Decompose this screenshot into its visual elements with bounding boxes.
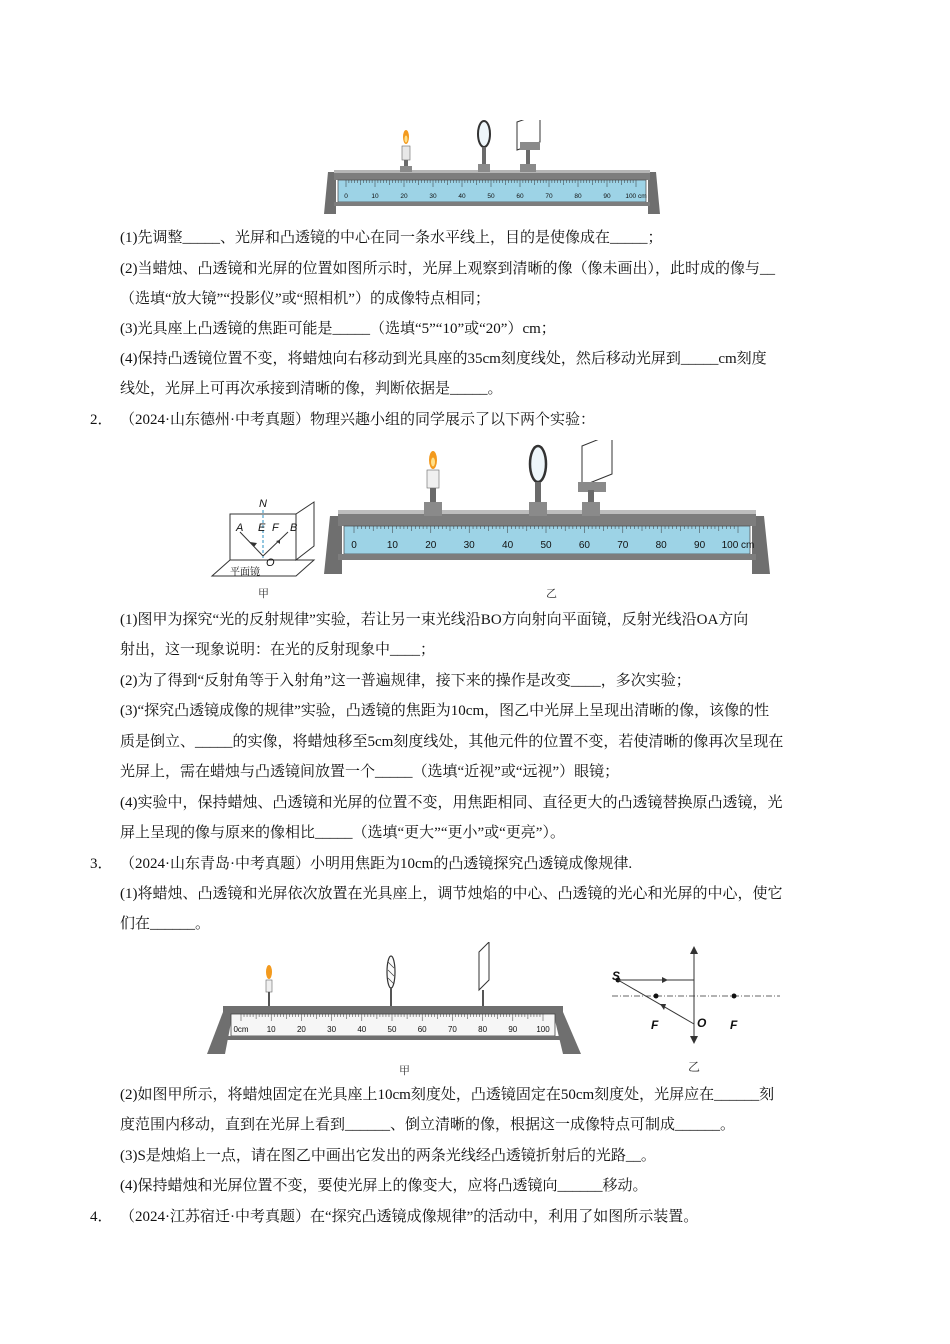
question-number-2: 2． xyxy=(90,412,113,428)
fig1-tick-label: 40 xyxy=(458,193,466,200)
fig2-tick-label: 0 xyxy=(351,540,357,551)
fig1-tick-label: 30 xyxy=(429,193,437,200)
fig1-tick-label: 60 xyxy=(516,193,524,200)
q2-heading: （2024·山东德州·中考真题）物理兴趣小组的同学展示了以下两个实验： xyxy=(120,412,595,428)
label-f2: F xyxy=(730,1018,738,1032)
label-e: E xyxy=(258,522,266,534)
q3-line-5: (3)S是烛焰上一点，请在图乙中画出它发出的两条光线经凸透镜折射后的光路__。 xyxy=(120,1148,656,1164)
candle xyxy=(400,130,412,172)
fig2-tick-label: 10 xyxy=(386,540,398,551)
q1-line-2: (2)当蜡烛、凸透镜和光屏的位置如图所示时，光屏上观察到清晰的像（像未画出），此时成的像与__ xyxy=(120,261,775,277)
q1-line-3: （选填“放大镜”“投影仪”或“照相机”）的成像特点相同； xyxy=(120,291,490,307)
fig1-tick-label: 90 xyxy=(603,193,611,200)
fig1-tick-label: 0 xyxy=(344,193,348,200)
q4-heading: （2024·江苏宿迁·中考真题）在“探究凸透镜成像规律”的活动中，利用了如图所示装置。 xyxy=(120,1209,699,1225)
fig2-tick-label: 40 xyxy=(502,540,514,551)
fig3-tick-label: 60 xyxy=(417,1025,427,1034)
figure-optical-bench-3 xyxy=(205,942,585,1060)
fig3-tick-label: 10 xyxy=(266,1025,276,1034)
label-s: S xyxy=(612,969,621,983)
q1-line-1: (1)先调整_____、光屏和凸透镜的中心在同一条水平线上，目的是使像成在_____； xyxy=(120,230,663,246)
q3-line-6: (4)保持蜡烛和光屏位置不变，要使光屏上的像变大，应将凸透镜向______移动。 xyxy=(120,1178,648,1194)
label-o: O xyxy=(266,557,275,569)
figure-ray-diagram xyxy=(606,944,786,1054)
q2-line-4: (3)“探究凸透镜成像的规律”实验，凸透镜的焦距为10cm，图乙中光屏上呈现出清晰的像，该像的性 xyxy=(120,703,770,719)
fig2-tick-label: 30 xyxy=(463,540,475,551)
fig2-tick-label: 90 xyxy=(694,540,706,551)
label-f1: F xyxy=(651,1018,659,1032)
fig1-tick-label: 70 xyxy=(545,193,553,200)
fig2-tick-label: 100 cm xyxy=(721,540,755,551)
label-n: N xyxy=(259,498,267,510)
q2-line-6: 光屏上，需在蜡烛与凸透镜间放置一个_____（选填“近视”或“远视”）眼镜； xyxy=(120,764,620,780)
fig2-tick-label: 60 xyxy=(578,540,590,551)
question-number-4: 4． xyxy=(90,1209,113,1225)
fig2-tick-label: 50 xyxy=(540,540,552,551)
fig2-tick-label: 70 xyxy=(617,540,629,551)
label-plane-mirror: 平面镜 xyxy=(230,567,260,578)
fig1-tick-label: 80 xyxy=(574,193,582,200)
q1-line-4: (3)光具座上凸透镜的焦距可能是_____（选填“5”“10”或“20”）cm； xyxy=(120,321,556,337)
q2-line-5: 质是倒立、_____的实像，将蜡烛移至5cm刻度线处，其他元件的位置不变，若使清晰的像再次呈现在 xyxy=(120,734,784,750)
fig1-tick-label: 10 xyxy=(371,193,379,200)
caption-q3-fig-b: 乙 xyxy=(688,1060,701,1074)
q3-heading: （2024·山东青岛·中考真题）小明用焦距为10cm的凸透镜探究凸透镜成像规律. xyxy=(120,856,633,872)
label-o: O xyxy=(697,1016,707,1030)
q3-line-3: (2)如图甲所示，将蜡烛固定在光具座上10cm刻度处，凸透镜固定在50cm刻度处，光屏应在______刻 xyxy=(120,1087,775,1103)
q2-line-8: 屏上呈现的像与原来的像相比_____（选填“更大”“更小”或“更亮”）。 xyxy=(120,825,565,841)
fig3-tick-label: 0cm xyxy=(233,1025,249,1034)
light-screen xyxy=(578,440,612,516)
q2-line-1: (1)图甲为探究“光的反射规律”实验，若让另一束光线沿BO方向射向平面镜，反射光线沿OA方向 xyxy=(120,612,749,628)
fig3-tick-label: 100 xyxy=(536,1025,550,1034)
fig3-tick-label: 40 xyxy=(357,1025,367,1034)
label-b: B xyxy=(290,522,298,534)
q3-line-2: 们在______。 xyxy=(120,916,211,932)
fig2-tick-label: 20 xyxy=(425,540,437,551)
convex-lens xyxy=(529,446,547,516)
fig1-tick-label: 20 xyxy=(400,193,408,200)
fig3-tick-label: 20 xyxy=(296,1025,306,1034)
label-a: A xyxy=(236,522,244,534)
light-screen xyxy=(479,942,489,1006)
caption-fig-b: 乙 xyxy=(546,588,557,600)
q3-line-4: 度范围内移动，直到在光屏上看到______、倒立清晰的像，根据这一成像特点可制成______。 xyxy=(120,1117,736,1133)
caption-q3-fig-a: 甲 xyxy=(399,1065,410,1077)
fig3-tick-label: 70 xyxy=(447,1025,457,1034)
candle xyxy=(424,451,442,516)
q1-line-6: 线处，光屏上可再次承接到清晰的像，判断依据是_____。 xyxy=(120,381,503,397)
candle xyxy=(266,965,272,1006)
figure-optical-bench-2 xyxy=(320,440,774,578)
q2-line-7: (4)实验中，保持蜡烛、凸透镜和光屏的位置不变，用焦距相同、直径更大的凸透镜替换原凸透镜，光 xyxy=(120,795,783,811)
q3-line-1: (1)将蜡烛、凸透镜和光屏依次放置在光具座上，调节烛焰的中心、凸透镜的光心和光屏的中心，使它 xyxy=(120,886,783,902)
q1-line-5: (4)保持凸透镜位置不变，将蜡烛向右移动到光具座的35cm刻度线处，然后移动光屏到_____cm刻度 xyxy=(120,351,767,367)
q2-line-2: 射出，这一现象说明：在光的反射现象中____； xyxy=(120,642,436,658)
fig1-tick-label: 100 cm xyxy=(625,193,647,200)
fig3-tick-label: 90 xyxy=(508,1025,518,1034)
fig3-tick-label: 50 xyxy=(387,1025,397,1034)
light-screen xyxy=(517,120,540,172)
fig1-tick-label: 50 xyxy=(487,193,495,200)
label-f: F xyxy=(272,522,279,534)
figure-optical-bench-1 xyxy=(322,120,662,216)
q2-line-3: (2)为了得到“反射角等于入射角”这一普遍规律，接下来的操作是改变____，多次实验； xyxy=(120,673,691,689)
fig3-tick-label: 30 xyxy=(327,1025,337,1034)
convex-lens xyxy=(478,121,490,172)
question-number-3: 3． xyxy=(90,856,113,872)
caption-fig-a: 甲 xyxy=(258,588,269,600)
convex-lens xyxy=(387,956,395,1006)
fig3-tick-label: 80 xyxy=(478,1025,488,1034)
fig2-tick-label: 80 xyxy=(655,540,667,551)
